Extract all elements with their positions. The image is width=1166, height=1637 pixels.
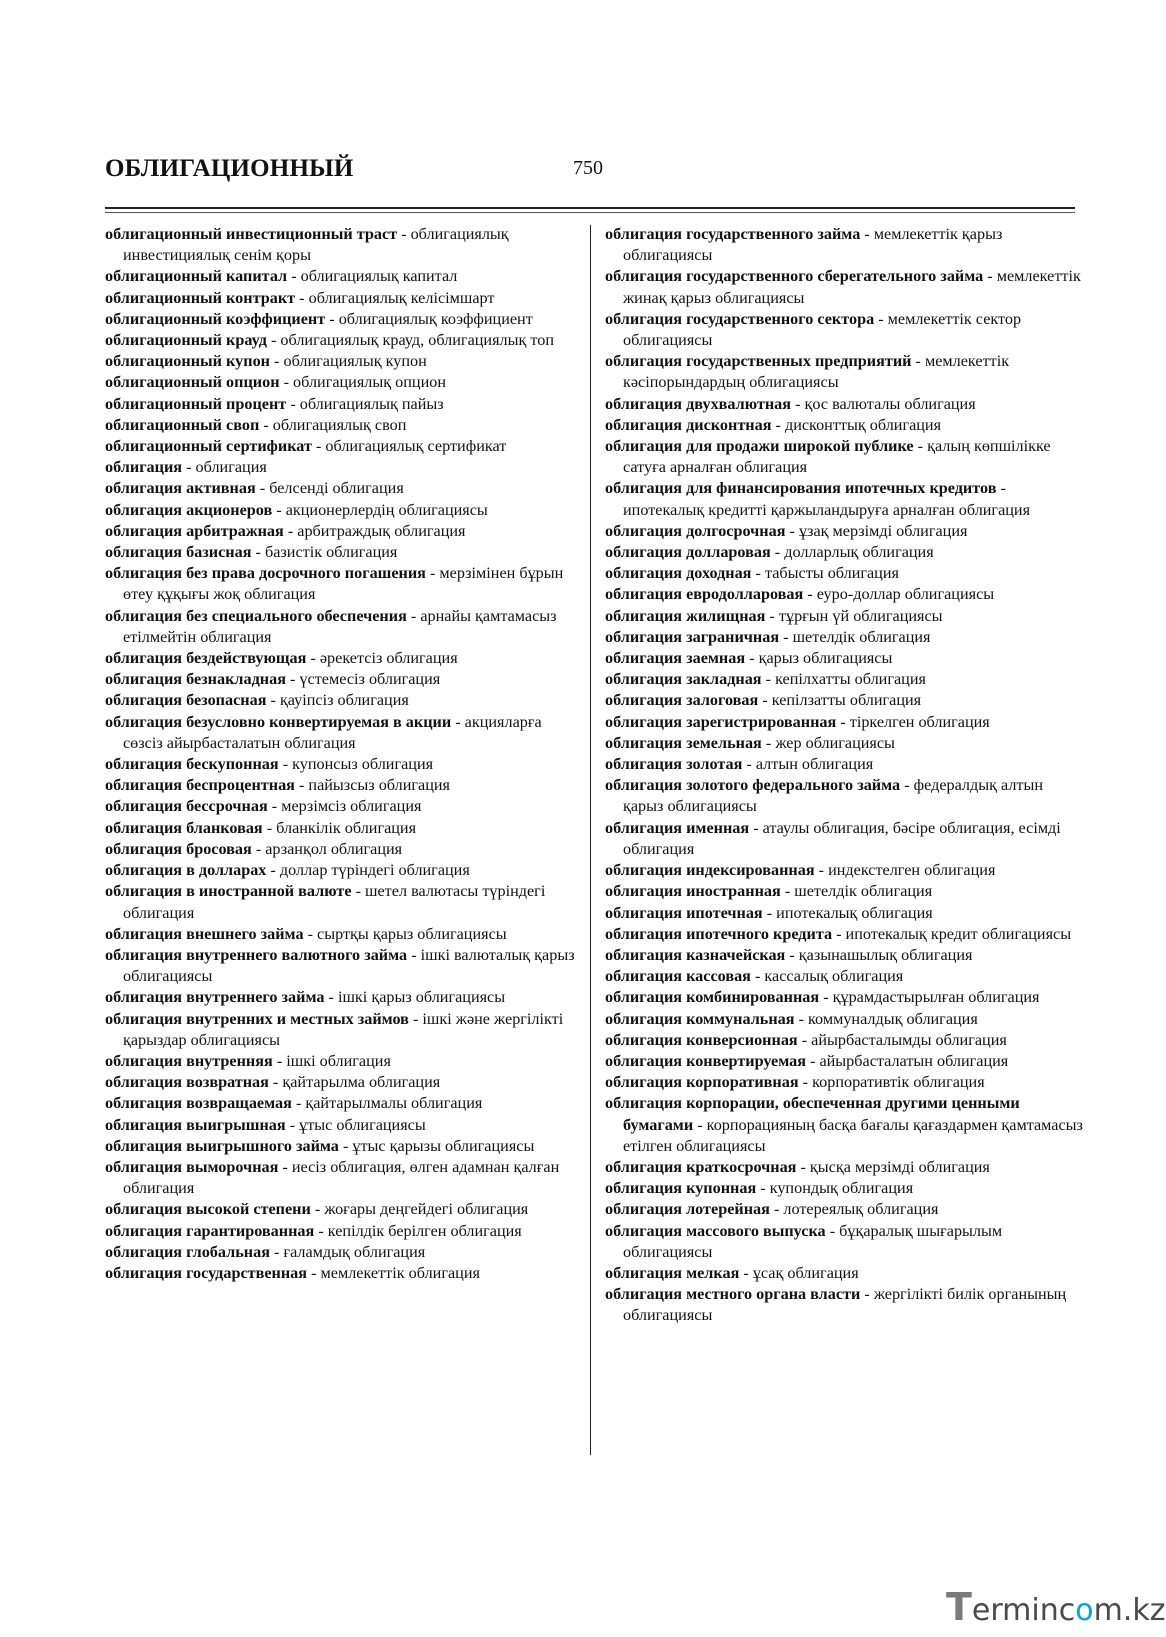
- entry-definition: ішкі қарыз облигациясы: [337, 988, 506, 1007]
- entry-term: облигация внутренних и местных займов: [105, 1009, 409, 1028]
- entry-definition: қалың көпшілікке сатуға арналған облигация: [623, 437, 1051, 477]
- entry-definition: қауіпсіз облигация: [279, 691, 409, 710]
- dictionary-entry: облигация золотая - алтын облигация: [605, 755, 874, 774]
- entry-definition: мемлекеттік қарыз облигациясы: [623, 225, 1003, 265]
- entry-term: облигация зарегистрированная: [605, 712, 837, 731]
- dictionary-entry: облигация корпорации, обеспеченная другими ценными бумагами - корпорацияның басқа бағалы қағаздармен қамтамасыз етілген облигациясы: [605, 1094, 1083, 1155]
- entry-term: облигация доходная: [605, 564, 752, 583]
- entry-term: облигация: [105, 458, 183, 477]
- entry-term: облигация высокой степени: [105, 1200, 311, 1219]
- dictionary-entry: облигация лотерейная - лотереялық облигация: [605, 1200, 939, 1219]
- dictionary-entry: облигация внешнего займа - сыртқы қарыз облигациясы: [105, 924, 507, 943]
- entry-definition: облигациялық капитал: [300, 267, 458, 286]
- entry-definition: корпоративтік облигация: [812, 1073, 985, 1092]
- entry-term: облигация земельная: [605, 733, 762, 752]
- dictionary-entry: облигация государственного сберегательного займа - мемлекеттік жинақ қарыз облигациясы: [605, 267, 1081, 307]
- entry-definition: тұрғын үй облигациясы: [778, 606, 943, 625]
- entry-definition: айырбасталымды облигация: [811, 1030, 1007, 1049]
- entry-term: облигация акционеров: [105, 500, 273, 519]
- entry-definition: облигациялық пайыз: [299, 394, 444, 413]
- dictionary-entry: облигация активная - белсенді облигация: [105, 479, 404, 498]
- dictionary-entry: облигация залоговая - кепілзатты облигация: [605, 691, 922, 710]
- header-rule-thin: [105, 212, 1075, 213]
- entry-definition: арбитраждық облигация: [297, 521, 466, 540]
- dictionary-entry: облигация земельная - жер облигациясы: [605, 733, 895, 752]
- entry-term: облигационный инвестиционный траст: [105, 225, 398, 243]
- entry-definition: ұсақ облигация: [752, 1263, 859, 1282]
- entry-definition: долларлық облигация: [784, 543, 934, 562]
- entry-definition: шетел валютасы түріндегі облигация: [123, 882, 546, 922]
- entry-term: облигация безусловно конвертируемая в акции: [105, 712, 452, 731]
- entry-term: облигация бессрочная: [105, 797, 268, 816]
- dictionary-entry: облигация государственного сектора - мемлекеттік сектор облигациясы: [605, 309, 1022, 350]
- entry-definition: қазынашылық облигация: [798, 945, 973, 964]
- entry-term: облигация ипотечная: [605, 903, 763, 922]
- entry-term: облигация казначейская: [605, 945, 786, 964]
- entry-term: облигационный купон: [105, 352, 270, 371]
- dictionary-entry: облигационный инвестиционный траст - облигациялық инвестициялық сенім қоры: [105, 225, 509, 265]
- dictionary-entry: облигация возвращаемая - қайтарылмалы облигация: [105, 1094, 483, 1113]
- entry-definition: алтын облигация: [755, 755, 874, 774]
- entry-definition: федералдық алтын қарыз облигациясы: [623, 776, 1044, 816]
- entry-definition: бұқаралық шығарылым облигациясы: [623, 1221, 1003, 1261]
- dictionary-entry: облигация государственного займа - мемлекеттік қарыз облигациясы: [605, 225, 1003, 265]
- entry-term: облигация государственных предприятий: [605, 352, 912, 371]
- column-divider: [590, 225, 591, 1455]
- entry-term: облигация бескупонная: [105, 755, 279, 774]
- entry-term: облигация кассовая: [605, 967, 751, 986]
- entry-definition: ұтыс облигациясы: [299, 1115, 426, 1134]
- dictionary-entry: облигация выморочная - иесіз облигация, өлген адамнан қалған облигация: [105, 1157, 560, 1198]
- entry-definition: арзанқол облигация: [265, 839, 403, 858]
- entry-term: облигация массового выпуска: [605, 1221, 826, 1240]
- dictionary-entry: облигация дисконтная - дисконттық облигация: [605, 415, 942, 434]
- entry-term: облигация возвратная: [105, 1073, 269, 1092]
- dictionary-entry: облигация иностранная - шетелдік облигация: [605, 882, 933, 901]
- entry-term: облигация бланковая: [105, 818, 263, 837]
- entry-definition: шетелдік облигация: [792, 627, 931, 646]
- entry-term: облигация местного органа власти: [605, 1285, 861, 1304]
- entry-definition: кепілхатты облигация: [775, 670, 926, 689]
- entry-definition: купондық облигация: [769, 1179, 914, 1198]
- header-rule-thick: [105, 207, 1075, 209]
- dictionary-entry: облигация местного органа власти - жергілікті билік органының облигациясы: [605, 1285, 1067, 1325]
- entry-definition: облигациялық опцион: [293, 373, 446, 392]
- entry-definition: табысты облигация: [764, 564, 899, 583]
- dictionary-entry: облигация для финансирования ипотечных кредитов - ипотекалық кредитті қаржыландыруға арналған облигация: [605, 479, 1031, 519]
- entry-term: облигационный контракт: [105, 288, 296, 307]
- dictionary-entry: облигационный опцион - облигациялық опцион: [105, 373, 446, 392]
- entry-term: облигация заемная: [605, 649, 746, 668]
- entry-term: облигация долларовая: [605, 543, 771, 562]
- entry-definition: базистік облигация: [264, 543, 398, 562]
- entry-definition: лотереялық облигация: [783, 1200, 939, 1219]
- dictionary-entry: облигация бескупонная - купонсыз облигация: [105, 755, 434, 774]
- entry-definition: акцияларға сөзсіз айырбасталатын облигация: [123, 712, 542, 752]
- dictionary-entry: облигация безусловно конвертируемая в акции - акцияларға сөзсіз айырбасталатын облигация: [105, 712, 542, 752]
- entry-term: облигация индексированная: [605, 861, 815, 880]
- dictionary-entry: облигация ипотечная - ипотекалық облигация: [605, 903, 933, 922]
- dictionary-entry: облигация доходная - табысты облигация: [605, 564, 899, 583]
- entry-term: облигация иностранная: [605, 882, 781, 901]
- dictionary-entry: облигация возвратная - қайтарылма облигация: [105, 1073, 441, 1092]
- dictionary-entry: облигация купонная - купондық облигация: [605, 1179, 914, 1198]
- entry-definition: мемлекеттік сектор облигациясы: [623, 309, 1022, 350]
- entry-definition: бланкілік облигация: [276, 818, 417, 837]
- entry-definition: ипотекалық облигация: [776, 903, 933, 922]
- entry-definition: кепілзатты облигация: [771, 691, 922, 710]
- dictionary-entry: облигация выигрышная - ұтыс облигациясы: [105, 1115, 426, 1134]
- dictionary-entry: облигация заграничная - шетелдік облигация: [605, 627, 931, 646]
- dictionary-entry: облигация в долларах - доллар түріндегі облигация: [105, 861, 470, 880]
- entry-definition: индекстелген облигация: [828, 861, 996, 880]
- dictionary-entry: облигация базисная - базистік облигация: [105, 543, 398, 562]
- dictionary-entry: облигация закладная - кепілхатты облигация: [605, 670, 926, 689]
- entry-definition: мерзімінен бұрын өтеу құқығы жоқ облигация: [123, 564, 564, 604]
- entry-definition: еуро-доллар облигациясы: [816, 585, 995, 604]
- dictionary-entry: облигация безнакладная - үстемесіз облигация: [105, 670, 441, 689]
- entry-definition: айырбасталатын облигация: [819, 1051, 1009, 1070]
- entry-definition: ипотекалық кредитті қаржыландыруға арналған облигация: [623, 500, 1031, 519]
- dictionary-entry: облигация внутренняя - ішкі облигация: [105, 1051, 391, 1070]
- entry-definition: үстемесіз облигация: [299, 670, 441, 689]
- entry-term: облигация золотая: [605, 755, 743, 774]
- entry-term: облигация выигрышная: [105, 1115, 286, 1134]
- entry-term: облигация государственного сберегательного займа: [605, 267, 984, 286]
- entry-definition: жоғары деңгейдегі облигация: [324, 1200, 529, 1219]
- entry-term: облигация возвращаемая: [105, 1094, 292, 1113]
- entry-definition: ипотекалық кредит облигациясы: [845, 924, 1072, 943]
- entry-definition: акционерлердің облигациясы: [285, 500, 488, 519]
- entry-definition: облигациялық сертификат: [325, 437, 507, 456]
- dictionary-entry: облигация ипотечного кредита - ипотекалық кредит облигациясы: [605, 924, 1072, 943]
- entry-definition: ішкі валюталық қарыз облигациясы: [123, 945, 575, 986]
- dictionary-entry: облигация мелкая - ұсақ облигация: [605, 1263, 859, 1282]
- entry-term: облигация государственного сектора: [605, 309, 875, 328]
- dictionary-entry: облигационный сертификат - облигациялық сертификат: [105, 437, 507, 456]
- entry-term: облигация безопасная: [105, 691, 267, 710]
- entry-term: облигация двухвалютная: [605, 394, 792, 413]
- entry-term: облигация арбитражная: [105, 521, 284, 540]
- entry-definition: жергілікті билік органының облигациясы: [623, 1285, 1067, 1325]
- entry-definition: мемлекеттік кәсіпорындардың облигациясы: [623, 352, 1010, 392]
- entry-term: облигация жилищная: [605, 606, 766, 625]
- entry-term: облигация краткосрочная: [605, 1157, 797, 1176]
- entry-term: облигационный капитал: [105, 267, 288, 286]
- entry-term: облигация выигрышного займа: [105, 1136, 339, 1155]
- entry-term: облигация выморочная: [105, 1157, 279, 1176]
- entry-definition: мемлекеттік жинақ қарыз облигациясы: [623, 267, 1081, 307]
- dictionary-entry: облигационный крауд - облигациялық крауд, облигациялық топ: [105, 331, 555, 350]
- entry-term: облигация евродолларовая: [605, 585, 804, 604]
- entry-definition: пайызсыз облигация: [308, 776, 450, 795]
- dictionary-entry: облигационный своп - облигациялық своп: [105, 415, 407, 434]
- dictionary-entry: облигация внутреннего валютного займа - ішкі валюталық қарыз облигациясы: [105, 945, 575, 986]
- page-number: 750: [573, 157, 603, 179]
- dictionary-entry: облигация краткосрочная - қысқа мерзімді облигация: [605, 1157, 990, 1176]
- entry-definition: дисконттық облигация: [784, 415, 942, 434]
- entry-term: облигация беспроцентная: [105, 776, 295, 795]
- entry-definition: қайтарылма облигация: [282, 1073, 441, 1092]
- dictionary-entry: облигация заемная - қарыз облигациясы: [605, 649, 893, 668]
- dictionary-entry: облигация для продажи широкой публике - қалың көпшілікке сатуға арналған облигация: [605, 437, 1051, 477]
- dictionary-entry: облигация в иностранной валюте - шетел валютасы түріндегі облигация: [105, 882, 546, 922]
- dictionary-entry: облигация золотого федерального займа - федералдық алтын қарыз облигациясы: [605, 776, 1044, 816]
- dictionary-entry: облигация корпоративная - корпоративтік облигация: [605, 1073, 985, 1092]
- entry-definition: арнайы қамтамасыз етілмейтін облигация: [123, 606, 557, 646]
- entry-term: облигация залоговая: [605, 691, 759, 710]
- entry-term: облигация конверсионная: [605, 1030, 798, 1049]
- entry-definition: ішкі облигация: [286, 1051, 391, 1070]
- dictionary-entry: облигация беспроцентная - пайызсыз облигация: [105, 776, 450, 795]
- entry-definition: қос валюталы облигация: [804, 394, 976, 413]
- dictionary-entry: облигация массового выпуска - бұқаралық шығарылым облигациясы: [605, 1221, 1003, 1261]
- entry-definition: корпорацияның басқа бағалы қағаздармен қамтамасыз етілген облигациясы: [623, 1115, 1083, 1155]
- dictionary-entry: облигация государственная - мемлекеттік облигация: [105, 1263, 480, 1282]
- entry-term: облигация безнакладная: [105, 670, 286, 689]
- entry-definition: тіркелген облигация: [849, 712, 990, 731]
- entry-definition: жер облигациясы: [775, 733, 895, 752]
- dictionary-entry: облигация бессрочная - мерзімсіз облигация: [105, 797, 422, 816]
- entry-term: облигация комбинированная: [605, 988, 820, 1007]
- entry-term: облигация мелкая: [605, 1263, 740, 1282]
- entry-term: облигация ипотечного кредита: [605, 924, 833, 943]
- dictionary-entry: облигация гарантированная - кепілдік берілген облигация: [105, 1221, 522, 1240]
- dictionary-entry: облигация арбитражная - арбитраждық облигация: [105, 521, 466, 540]
- dictionary-entry: облигация кассовая - кассалық облигация: [605, 967, 904, 986]
- entry-definition: облигациялық келісімшарт: [308, 288, 495, 307]
- dictionary-entry: облигация зарегистрированная - тіркелген облигация: [605, 712, 990, 731]
- dictionary-entry: облигационный контракт - облигациялық келісімшарт: [105, 288, 495, 307]
- dictionary-entry: облигационный купон - облигациялық купон: [105, 352, 427, 371]
- entry-term: облигация для финансирования ипотечных кредитов: [605, 479, 997, 498]
- dictionary-entry: облигация долгосрочная - ұзақ мерзімді облигация: [605, 521, 968, 540]
- entry-definition: облигация: [195, 458, 267, 477]
- entry-term: облигация в долларах: [105, 861, 267, 880]
- dictionary-entry: облигационный капитал - облигациялық капитал: [105, 267, 458, 286]
- entry-definition: облигациялық коэффициент: [338, 309, 533, 328]
- entry-term: облигация внутренняя: [105, 1051, 273, 1070]
- dictionary-entry: облигация бросовая - арзанқол облигация: [105, 839, 403, 858]
- entry-definition: қарыз облигациясы: [758, 649, 893, 668]
- right-column: [605, 224, 1085, 1327]
- dictionary-entry: облигация евродолларовая - еуро-доллар облигациясы: [605, 585, 995, 604]
- page-header: [105, 155, 1075, 195]
- entry-term: облигационный опцион: [105, 373, 280, 392]
- entry-term: облигационный сертификат: [105, 437, 312, 456]
- entry-term: облигация бездействующая: [105, 649, 307, 668]
- entry-definition: қайтарылмалы облигация: [305, 1094, 483, 1113]
- entry-term: облигация активная: [105, 479, 256, 498]
- entry-definition: облигациялық своп: [272, 415, 407, 434]
- entry-term: облигация в иностранной валюте: [105, 882, 352, 901]
- dictionary-entry: облигация государственных предприятий - мемлекеттік кәсіпорындардың облигациясы: [605, 352, 1010, 392]
- dictionary-entry: облигация выигрышного займа - ұтыс қарызы облигациясы: [105, 1136, 535, 1155]
- entry-term: облигация именная: [605, 818, 750, 837]
- entry-term: облигационный процент: [105, 394, 287, 413]
- entry-definition: кепілдік берілген облигация: [327, 1221, 522, 1240]
- entry-definition: шетелдік облигация: [794, 882, 933, 901]
- dictionary-entry: облигация акционеров - акционерлердің облигациясы: [105, 500, 488, 519]
- entry-term: облигация внешнего займа: [105, 924, 304, 943]
- entry-term: облигация государственная: [105, 1263, 308, 1282]
- entry-definition: ғаламдық облигация: [283, 1242, 426, 1261]
- entry-term: облигация бросовая: [105, 839, 252, 858]
- entry-definition: облигациялық инвестициялық сенім қоры: [123, 225, 509, 265]
- entry-definition: сыртқы қарыз облигациясы: [317, 924, 507, 943]
- entry-term: облигация без права досрочного погашения: [105, 564, 426, 583]
- entry-definition: облигациялық купон: [283, 352, 427, 371]
- dictionary-entry: облигация именная - атаулы облигация, бәсіре облигация, есімді облигация: [605, 818, 1061, 858]
- running-head: ОБЛИГАЦИОННЫЙ: [105, 155, 354, 182]
- entry-term: облигация дисконтная: [605, 415, 772, 434]
- entry-term: облигационный крауд: [105, 331, 267, 350]
- entry-definition: купонсыз облигация: [292, 755, 434, 774]
- termincom-logo[interactable]: Termincom.kz: [946, 1585, 1166, 1629]
- entry-definition: қысқа мерзімді облигация: [809, 1157, 990, 1176]
- entry-term: облигационный коэффициент: [105, 309, 326, 328]
- entry-term: облигация золотого федерального займа: [605, 776, 901, 795]
- entry-term: облигация конвертируемая: [605, 1051, 806, 1070]
- entry-definition: иесіз облигация, өлген адамнан қалған облигация: [123, 1157, 560, 1198]
- entry-definition: облигациялық крауд, облигациялық топ: [280, 331, 555, 350]
- dictionary-entry: облигация долларовая - долларлық облигация: [605, 543, 934, 562]
- entry-definition: атаулы облигация, бәсіре облигация, есімді облигация: [623, 818, 1061, 858]
- dictionary-entry: облигация безопасная - қауіпсіз облигация: [105, 691, 409, 710]
- entry-term: облигация коммунальная: [605, 1009, 795, 1028]
- dictionary-entry: облигация коммунальная - коммуналдық облигация: [605, 1009, 978, 1028]
- dictionary-entry: облигация бланковая - бланкілік облигация: [105, 818, 417, 837]
- dictionary-entry: облигация без права досрочного погашения - мерзімінен бұрын өтеу құқығы жоқ облигация: [105, 564, 564, 604]
- entry-term: облигация для продажи широкой публике: [605, 437, 914, 456]
- entry-term: облигация закладная: [605, 670, 762, 689]
- entry-definition: доллар түріндегі облигация: [279, 861, 470, 880]
- dictionary-entry: облигация бездействующая - әрекетсіз облигация: [105, 649, 458, 668]
- dictionary-entry: облигация глобальная - ғаламдық облигация: [105, 1242, 426, 1261]
- entry-term: облигация корпорации, обеспеченная другими ценными бумагами: [605, 1094, 1020, 1134]
- dictionary-entry: облигация - облигация: [105, 458, 267, 477]
- dictionary-entry: облигация двухвалютная - қос валюталы облигация: [605, 394, 976, 413]
- dictionary-entry: облигация внутренних и местных займов - ішкі және жергілікті қарыздар облигациясы: [105, 1009, 564, 1049]
- entry-term: облигация долгосрочная: [605, 521, 786, 540]
- entry-definition: мерзімсіз облигация: [281, 797, 422, 816]
- entry-definition: құрамдастырылған облигация: [832, 988, 1040, 1007]
- left-column: [105, 224, 580, 1284]
- dictionary-entry: облигация без специального обеспечения - арнайы қамтамасыз етілмейтін облигация: [105, 606, 557, 646]
- entry-definition: әрекетсіз облигация: [319, 649, 458, 668]
- dictionary-entry: облигационный процент - облигациялық пайыз: [105, 394, 444, 413]
- entry-definition: коммуналдық облигация: [808, 1009, 978, 1028]
- entry-term: облигация глобальная: [105, 1242, 270, 1261]
- dictionary-entry: облигационный коэффициент - облигациялық коэффициент: [105, 309, 533, 328]
- entry-term: облигация заграничная: [605, 627, 780, 646]
- dictionary-entry: облигация комбинированная - құрамдастырылған облигация: [605, 988, 1040, 1007]
- entry-term: облигация внутреннего валютного займа: [105, 945, 408, 964]
- dictionary-entry: облигация конверсионная - айырбасталымды облигация: [605, 1030, 1007, 1049]
- entry-definition: кассалық облигация: [764, 967, 904, 986]
- dictionary-entry: облигация индексированная - индекстелген облигация: [605, 861, 996, 880]
- entry-definition: ұзақ мерзімді облигация: [798, 521, 968, 540]
- dictionary-entry: облигация высокой степени - жоғары деңгейдегі облигация: [105, 1200, 529, 1219]
- entry-term: облигация без специального обеспечения: [105, 606, 407, 625]
- entry-definition: ішкі және жергілікті қарыздар облигациясы: [123, 1009, 564, 1049]
- dictionary-entry: облигация конвертируемая - айырбасталатын облигация: [605, 1051, 1009, 1070]
- entry-term: облигация корпоративная: [605, 1073, 799, 1092]
- dictionary-entry: облигация жилищная - тұрғын үй облигациясы: [605, 606, 943, 625]
- entry-term: облигационный своп: [105, 415, 260, 434]
- entry-definition: мемлекеттік облигация: [320, 1263, 480, 1282]
- entry-term: облигация купонная: [605, 1179, 757, 1198]
- entry-term: облигация внутреннего займа: [105, 988, 325, 1007]
- dictionary-entry: облигация казначейская - қазынашылық облигация: [605, 945, 973, 964]
- entry-term: облигация государственного займа: [605, 225, 861, 243]
- entry-term: облигация базисная: [105, 543, 252, 562]
- dictionary-entry: облигация внутреннего займа - ішкі қарыз облигациясы: [105, 988, 506, 1007]
- entry-definition: белсенді облигация: [269, 479, 404, 498]
- entry-term: облигация лотерейная: [605, 1200, 770, 1219]
- entry-term: облигация гарантированная: [105, 1221, 315, 1240]
- entry-definition: ұтыс қарызы облигациясы: [352, 1136, 535, 1155]
